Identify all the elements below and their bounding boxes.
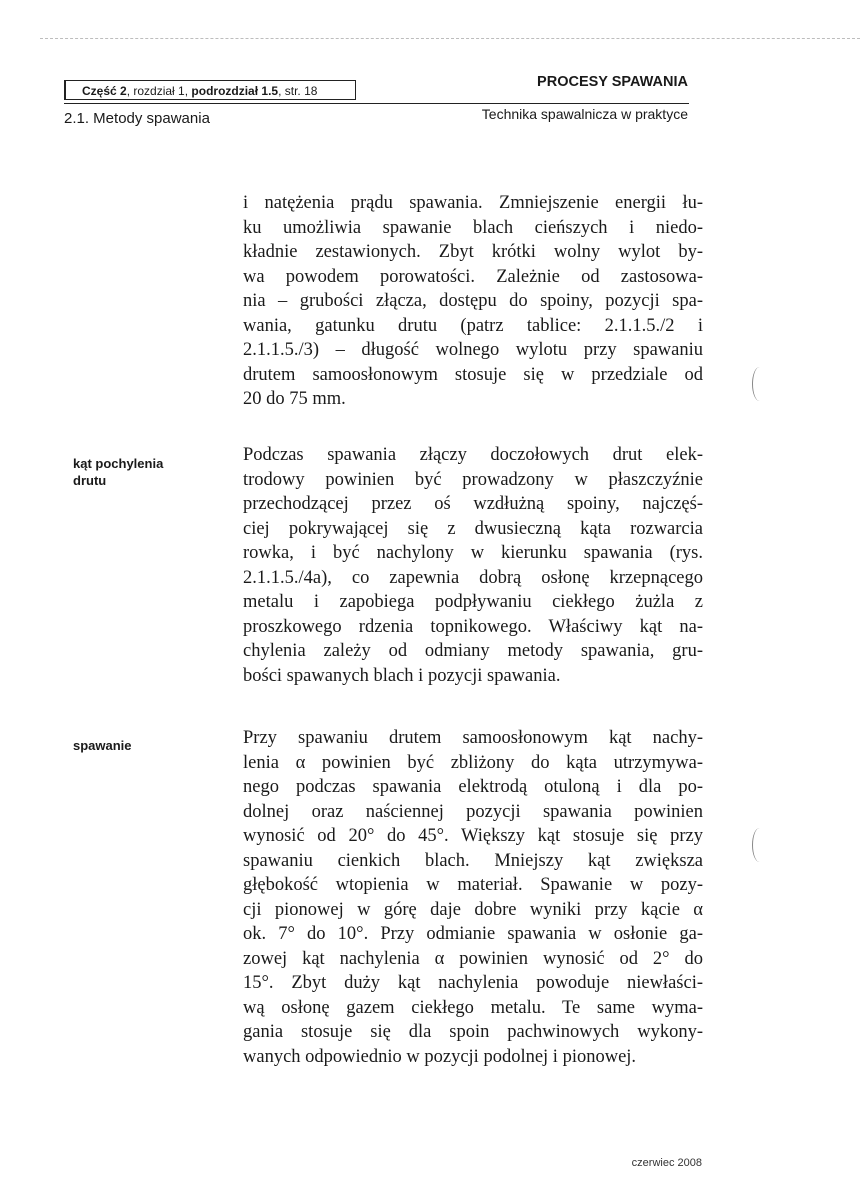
text-line: cji pionowej w górę daje dobre wyniki przy kącie α bbox=[243, 899, 703, 920]
paragraph-wire-angle bbox=[243, 443, 703, 688]
paragraph-self-shielded bbox=[243, 726, 703, 1069]
ref-page: , str. 18 bbox=[278, 84, 318, 98]
sidenote-line: spawanie bbox=[73, 738, 132, 753]
text-line: ciej pokrywającej się z dwusieczną kąta rozwarcia bbox=[243, 518, 703, 539]
text-line: 20 do 75 mm. bbox=[243, 389, 346, 409]
text-line: ok. 7° do 10°. Przy odmianie spawania w osłonie ga- bbox=[243, 924, 703, 944]
text-line: kładnie zestawionych. Zbyt krótki wolny wylot by- bbox=[243, 242, 703, 262]
text-line: wanych odpowiednio w pozycji podolnej i pionowej. bbox=[243, 1046, 637, 1067]
text-line: wania, gatunku drutu (patrz tablice: 2.1.1.5./2 i bbox=[243, 315, 703, 336]
text-line: wynosić od 20° do 45°. Większy kąt stosuje się przy bbox=[243, 826, 703, 846]
sidenote-angle bbox=[73, 455, 223, 489]
sidenote-welding bbox=[73, 737, 223, 754]
text-line: wą osłonę gazem ciekłego metalu. Te same wyma- bbox=[243, 997, 703, 1018]
text-line: drutem samoosłonowym stosuje się w przedziale od bbox=[243, 364, 703, 385]
text-line: głębokość wtopienia w materiał. Spawanie w pozy- bbox=[243, 875, 703, 895]
ref-subchapter: podrozdział 1.5 bbox=[191, 84, 279, 98]
header-rule bbox=[64, 103, 689, 104]
text-line: i natężenia prądu spawania. Zmniejszenie energii łu- bbox=[243, 193, 703, 213]
text-line: wa powodem porowatości. Zależnie od zastosowa- bbox=[243, 266, 703, 287]
text-line: nia – grubości złącza, dostępu do spoiny, pozycji spa- bbox=[243, 291, 703, 311]
ref-chapter: , rozdział 1, bbox=[126, 84, 192, 98]
text-line: przechodzącej przez oś wzdłużną spoiny, najczęś- bbox=[243, 494, 703, 514]
footer-date: czerwiec 2008 bbox=[631, 1157, 702, 1169]
sidenote-line: kąt pochylenia bbox=[73, 456, 164, 471]
text-line: rowka, i być nachylony w kierunku spawania (rys. bbox=[243, 543, 703, 563]
document-subtitle: Technika spawalnicza w praktyce bbox=[481, 106, 688, 122]
text-line: Przy spawaniu drutem samoosłonowym kąt nachy- bbox=[243, 728, 703, 748]
text-line: Podczas spawania złączy doczołowych drut elek- bbox=[243, 445, 703, 465]
text-line: dolnej oraz naściennej pozycji spawania powinien bbox=[243, 801, 703, 822]
text-line: bości spawanych blach i pozycji spawania. bbox=[243, 665, 561, 686]
text-line: proszkowego rdzenia topnikowego. Właściwy kąt na- bbox=[243, 616, 703, 637]
text-line: 2.1.1.5./4a), co zapewnia dobrą osłonę krzepnącego bbox=[243, 567, 703, 588]
section-title: 2.1. Metody spawania bbox=[64, 110, 210, 127]
text-line: 15°. Zbyt duży kąt nachylenia powoduje niewłaści- bbox=[243, 973, 703, 993]
ref-part: Część 2 bbox=[82, 84, 127, 98]
scan-artifact-line bbox=[40, 38, 860, 39]
text-line: nego podczas spawania elektrodą otuloną i dla po- bbox=[243, 777, 703, 797]
text-line: ku umożliwia spawanie blach cieńszych i niedo- bbox=[243, 217, 703, 238]
text-line: chylenia zależy od odmiany metody spawania, gru- bbox=[243, 641, 703, 661]
text-line: zowej kąt nachylenia α powinien wynosić od 2° do bbox=[243, 948, 703, 969]
document-title: PROCESY SPAWANIA bbox=[537, 74, 688, 90]
sidenote-line: drutu bbox=[73, 473, 107, 488]
text-line: 2.1.1.5./3) – długość wolnego wylotu przy spawaniu bbox=[243, 340, 703, 360]
text-line: metalu i zapobiega podpływaniu ciekłego żużla z bbox=[243, 592, 703, 612]
text-line: gania stosuje się dla spoin pachwinowych wykony- bbox=[243, 1022, 703, 1042]
chapter-reference-box bbox=[64, 80, 356, 100]
text-line: spawaniu cienkich blach. Mniejszy kąt zwiększa bbox=[243, 850, 703, 871]
text-line: trodowy powinien być prowadzony w płaszczyźnie bbox=[243, 469, 703, 490]
binder-hole-mark bbox=[752, 828, 767, 862]
text-line: lenia α powinien być zbliżony do kąta utrzymywa- bbox=[243, 752, 703, 773]
binder-hole-mark bbox=[752, 367, 767, 401]
paragraph-wire-stickout bbox=[243, 191, 703, 412]
